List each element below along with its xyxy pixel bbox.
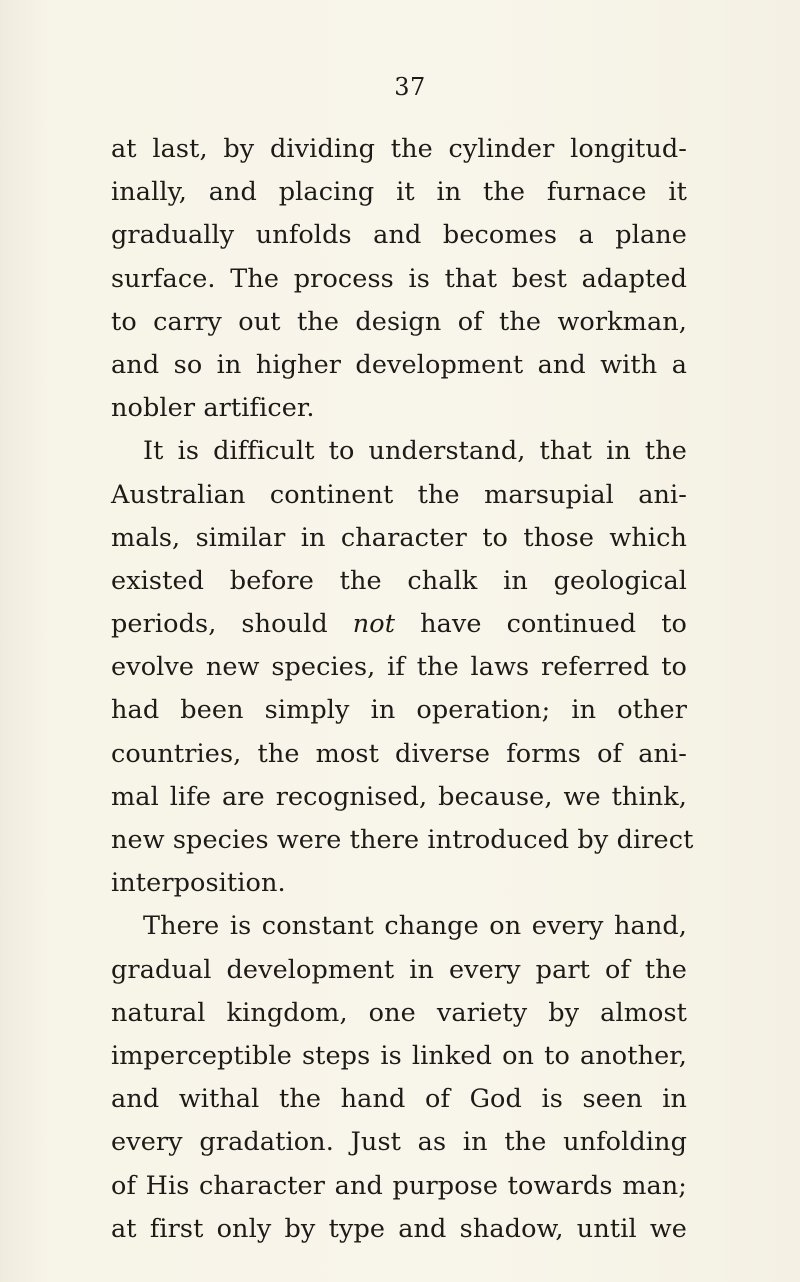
- text-line: gradual development in every part of the: [111, 954, 687, 985]
- text-line: natural kingdom, one variety by almost: [111, 997, 687, 1028]
- text-line: gradually unfolds and becomes a plane: [111, 220, 687, 251]
- text-line: new species were there introduced by direct: [111, 825, 694, 855]
- text-line: Australian continent the marsupial ani-: [111, 479, 687, 510]
- text-line: nobler artificer.: [111, 393, 315, 424]
- text-line: surface. The process is that best adapted: [111, 263, 687, 294]
- text-line: at first only by type and shadow, until we: [111, 1213, 687, 1244]
- text-line: There is constant change on every hand,: [143, 911, 687, 942]
- page-number: 37: [394, 73, 426, 101]
- text-line: interposition.: [111, 868, 286, 899]
- text-line: existed before the chalk in geological: [111, 565, 687, 596]
- text-line: imperceptible steps is linked on to another,: [111, 1040, 687, 1071]
- text-line: of His character and purpose towards man;: [111, 1170, 687, 1201]
- text-line: It is difficult to understand, that in the: [143, 436, 687, 467]
- text-line: periods, should not have continued to: [111, 609, 687, 640]
- text-line: inally, and placing it in the furnace it: [111, 177, 687, 208]
- text-line: at last, by dividing the cylinder longitud-: [111, 134, 687, 164]
- text-line: every gradation. Just as in the unfolding: [111, 1127, 687, 1158]
- body-text: [111, 128, 694, 1251]
- emphasis-not: not: [352, 609, 396, 640]
- text-line: to carry out the design of the workman,: [111, 306, 687, 337]
- text-line: countries, the most diverse forms of ani-: [111, 738, 687, 769]
- text-line: mals, similar in character to those which: [111, 522, 687, 553]
- text-line: had been simply in operation; in other: [111, 695, 687, 726]
- text-line: and so in higher development and with a: [111, 349, 687, 380]
- text-line: mal life are recognised, because, we think,: [111, 781, 687, 812]
- text-line: evolve new species, if the laws referred to: [111, 652, 687, 683]
- text-line: and withal the hand of God is seen in: [111, 1084, 687, 1115]
